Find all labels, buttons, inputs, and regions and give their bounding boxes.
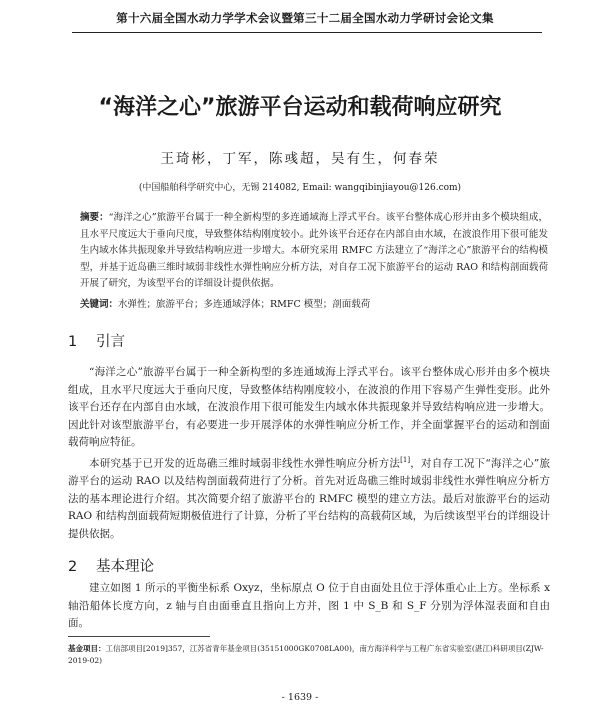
abstract-text: “海洋之心”旅游平台属于一种全新构型的多连通域海上浮式平台。该平台整体成心形并由多个模块组成，且水平尺度远大于垂向尺度，导致整体结构刚度较小。此外该平台还存在内部自由水域，在波浪作用下很可能发生内域水体共振现象并导致结构响应进一步增大。本研究采用 RMFC 方法建立了“海洋之心”旅游平台的结构模型，并基于近岛礁三维时域弱非线性水弹性响应分析方法，对自存工况下旅游平台的运动 RAO 和结构剖面载荷开展了研究，为该型平台的详细设计提供依据。: [80, 212, 548, 289]
footnote-label: 基金项目：: [68, 644, 106, 653]
intro-paragraph-2: [68, 452, 550, 543]
section-number: 1: [68, 334, 78, 350]
theory-paragraph-1: 建立如图 1 所示的平衡坐标系 Oxyz，坐标原点 O 位于自由面处且位于浮体重心止上方。坐标系 x 轴沿船体长度方向，z 轴与自由面垂直且指向上方并，图 1 中 S_B 和 S_F 分别为浮体湿表面和自由面。: [68, 582, 550, 629]
footnote-rule: [68, 636, 210, 637]
abstract-label: 摘要：: [80, 212, 109, 223]
intro-paragraph-2-cont: ，对自存工况下“海洋之心”旅游平台的运动 RAO 以及结构剖面载荷进行了分析。首先对近岛礁三维时域弱非线性水弹性响应分析方法的基本理论进行介绍。其次简要介绍了旅游平台的 RMFC 模型的建立方法。最后对旅游平台的运动 RAO 和结构剖面载荷短期极值进行了计算，分析了平台结构的高载荷区域，为后续该型平台的详细设计提供依据。: [68, 457, 550, 540]
header-rule: [72, 32, 542, 33]
keywords-label: 关键词：: [80, 299, 119, 310]
section-title: 基本理论: [96, 559, 154, 575]
section-heading-intro: [68, 330, 125, 351]
intro-paragraph-2-text: 本研究基于已开发的近岛礁三维时域弱非线性水弹性响应分析方法: [89, 457, 401, 470]
abstract: [80, 210, 548, 293]
citation: [1]: [400, 456, 411, 464]
running-header: 第十六届全国水动力学学术会议暨第三十二届全国水动力学研讨会论文集: [116, 11, 494, 25]
affiliation: (中国船舶科学研究中心，无锡 214082, Email: wangqibinjiayou@126.com): [138, 183, 462, 193]
section-heading-theory: [68, 555, 154, 576]
section-number: 2: [68, 559, 78, 575]
footnote: [68, 643, 548, 667]
section-title: 引言: [96, 334, 125, 350]
keywords: [80, 296, 548, 310]
page-number: - 1639 -: [281, 692, 319, 703]
authors: 王琦彬，丁军，陈彧超，吴有生，何春荣: [160, 151, 440, 167]
paper-title: “海洋之心”旅游平台运动和载荷响应研究: [98, 95, 502, 120]
intro-paragraph-1: “海洋之心”旅游平台属于一种全新构型的多连通域海上浮式平台。该平台整体成心形并由多个模块组成，且水平尺度远大于垂向尺度，导致整体结构刚度较小，在波浪的作用下容易产生弹性变形。此外该平台还存在内部自由水域，在波浪作用下很可能发生内域水体共振现象并导致结构响应进一步增大。因此针对该型旅游平台，有必要进一步开展浮体的水弹性响应分析工作，并全面掌握平台的运动和剖面载荷响应特征。: [68, 366, 550, 448]
keywords-text: 水弹性；旅游平台；多连通域浮体；RMFC 模型；剖面载荷: [118, 299, 371, 310]
footnote-text: 工信部项目[2019]357，江苏省青年基金项目(35151000GK0708LA00)，南方海洋科学与工程广东省实验室(湛江)科研项目(ZJW-2019-02): [68, 644, 544, 665]
